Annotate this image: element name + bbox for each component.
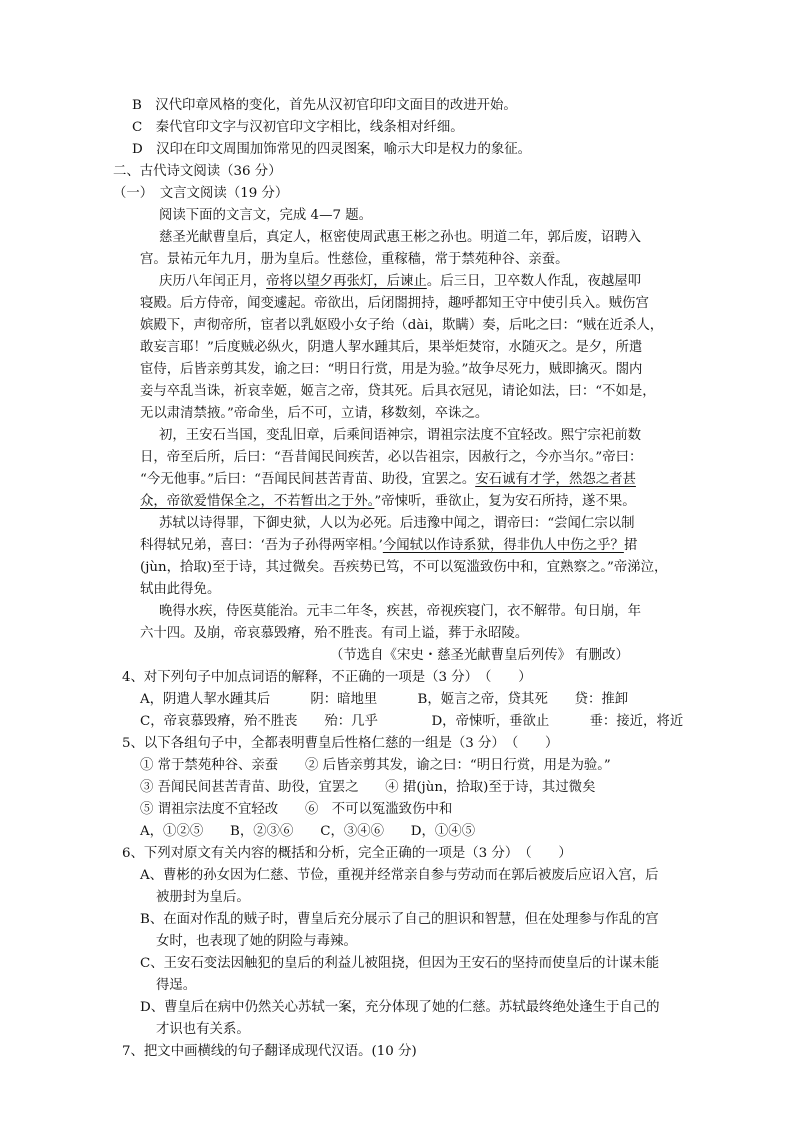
question-6-option-b: B、在面对作乱的贼子时，曹皇后充分展示了自己的胆识和智慧，但在处理参与作乱的宫 (140, 912, 659, 927)
passage-line: 慈圣光献曹皇后，真定人，枢密使周武惠王彬之孙也。明道二年，郭后废，诏聘入 (159, 230, 642, 245)
passage-text: 科得轼兄弟，喜曰：‘吾为子孙得两宰相。’ (140, 538, 383, 553)
passage-line: 宫。景祐元年九月，册为皇后。性慈俭，重稼穑，常于禁苑种谷、亲蚕。 (140, 252, 569, 267)
underlined-sentence-2-cont: 众，帝欲爱惜保全之，不若暂出之于外。 (140, 494, 375, 509)
question-4-options-row: A，阴遣人挈水踵其后 阴：暗地里 B，姬言之帝，贷其死 贷：推卸 (140, 692, 629, 707)
passage-line (159, 271, 641, 293)
passage-line: 晚得水疾，侍医莫能治。元丰二年冬，疾甚，帝视疾寝门，衣不解带。旬日崩，年 (159, 604, 642, 619)
passage-line: 无以肃清禁掖。”帝命坐，后不可，立请，移数刻，卒诛之。 (140, 406, 489, 421)
underlined-sentence-2: 安石诚有才学，然怨之者甚 (475, 472, 636, 487)
question-6-stem: 6、下列对原文有关内容的概括和分析，完全正确的一项是（3 分） （ ） (122, 846, 572, 861)
question-4-options-row: C，帝哀慕毁瘠，殆不胜丧 殆：几乎 D，帝悚听，垂欲止 垂：接近，将近 (140, 714, 684, 729)
question-5-item-row: ③ 吾闻民间甚苦青苗、助役，宜罢之 ④ 捃(jùn，拾取)至于诗，其过微矣 (140, 780, 596, 795)
question-4-stem: 4、对下列句子中加点词语的解释，不正确的一项是（3 分） （ ） (122, 670, 532, 685)
question-5-item-row: ⑤ 谓祖宗法度不宜轻改 ⑥ 不可以冤滥致伤中和 (140, 802, 453, 817)
passage-line (140, 535, 637, 557)
passage-line: 轼由此得免。 (140, 582, 221, 597)
passage-text: 庆历八年闰正月， (159, 274, 267, 289)
question-6-option-a: A、曹彬的孙女因为仁慈、节俭，重视并经常亲自参与劳动而在郭后被废后应诏入宫，后 (140, 868, 659, 883)
passage-line: 寝殿。后方侍帝，闻变遽起。帝欲出，后闭閤拥持，趣呼都知王守中使引兵入。贼伤宫 (140, 296, 649, 311)
question-7-stem: 7、把文中画横线的句子翻译成现代汉语。(10 分) (122, 1044, 417, 1059)
question-6-option-c: C、王安石变法因触犯的皇后的利益儿被阻挠，但因为王安石的坚持而使皇后的计谋未能 (140, 956, 660, 971)
passage-line: 宦侍，后皆亲剪其发，谕之曰：“明日行赏，用是为验。”故争尽死力，贼即擒灭。閤内 (140, 362, 643, 377)
passage-text: ”帝悚听，垂欲止，复为安石所持，遂不果。 (374, 494, 636, 509)
question-5-stem: 5、以下各组句子中，全都表明曹皇后性格仁慈的一组是（3 分） （ ） (122, 736, 559, 751)
question-5-item-row: ① 常于禁苑种谷、亲蚕 ② 后皆亲剪其发，谕之曰：“明日行赏，用是为验。” (140, 758, 611, 773)
underlined-sentence-3: 今闻轼以作诗系狱，得非仇人中伤之乎？ (382, 538, 624, 553)
passage-text: 。后三日，卫卒数人作乱，夜越屋叩 (426, 274, 642, 289)
question-6-option-c-cont: 得逞。 (156, 978, 197, 993)
question-5-options-row: A，①②⑤ B，②③⑥ C，③④⑥ D，①④⑤ (140, 824, 476, 839)
passage-line: 嫔殿下，声彻帝所，宦者以乳妪殴小女子绐（dài，欺瞒）奏，后叱之曰：“贼在近杀人， (140, 318, 664, 333)
option-b-line: B 汉代印章风格的变化，首先从汉初官印印文面目的改进开始。 (132, 98, 517, 113)
passage-line (140, 469, 636, 491)
subsection-title: （一） 文言文阅读（19 分） (113, 186, 289, 201)
passage-text: 捃 (623, 538, 638, 553)
passage-line: 苏轼以诗得罪，下御史狱，人以为必死。后违豫中闻之，谓帝曰：“尝闻仁宗以制 (159, 516, 635, 531)
passage-line: 日，帝至后所，后曰：“吾昔闻民间疾苦，必以告祖宗，因赦行之，今亦当尔。”帝曰： (140, 450, 643, 465)
passage-line: 敢妄言耶！”后度贼必纵火，阴遣人挈水踵其后，果举炬焚帘，水随灭之。是夕，所遣 (140, 340, 643, 355)
section-title: 二、古代诗文阅读（36 分） (113, 164, 282, 179)
option-c-line: C 秦代官印文字与汉初官印文字相比，线条相对纤细。 (132, 120, 464, 135)
passage-source: （节选自《宋史・慈圣光献曹皇后列传》 有删改） (330, 648, 629, 663)
instruction: 阅读下面的文言文，完成 4—7 题。 (159, 208, 373, 223)
underlined-sentence-1: 帝将以望夕再张灯，后谏止 (266, 274, 427, 289)
passage-line: 六十四。及崩，帝哀慕毁瘠，殆不胜丧。有司上谥，葬于永昭陵。 (140, 626, 529, 641)
question-6-option-b-cont: 女时，也表现了她的阴险与毒辣。 (156, 934, 357, 949)
passage-line: 初，王安石当国，变乱旧章，后乘间语神宗，谓祖宗法度不宜轻改。熙宁宗祀前数 (159, 428, 642, 443)
option-d-line: D 汉印在印文周围加饰常见的四灵图案，喻示大印是权力的象征。 (132, 142, 532, 157)
question-6-option-a-cont: 被册封为皇后。 (156, 890, 250, 905)
passage-text: “今无他事。”后曰：“吾闻民间甚苦青苗、助役，宜罢之。 (140, 472, 476, 487)
question-6-option-d: D、曹皇后在病中仍然关心苏轼一案，充分体现了她的仁慈。苏轼最终绝处逢生于自己的 (140, 1000, 660, 1015)
question-6-option-d-cont: 才识也有关系。 (156, 1022, 250, 1037)
passage-line (140, 491, 636, 513)
passage-line: 妾与卒乱当诛，祈哀幸姬，姬言之帝，贷其死。后具衣冠见，请论如法，曰：“不如是， (140, 384, 656, 399)
passage-line: (jùn，拾取)至于诗，其过微矣。吾疾势已笃，不可以冤滥致伤中和，宜熟察之。”帝涕泣， (140, 560, 668, 575)
